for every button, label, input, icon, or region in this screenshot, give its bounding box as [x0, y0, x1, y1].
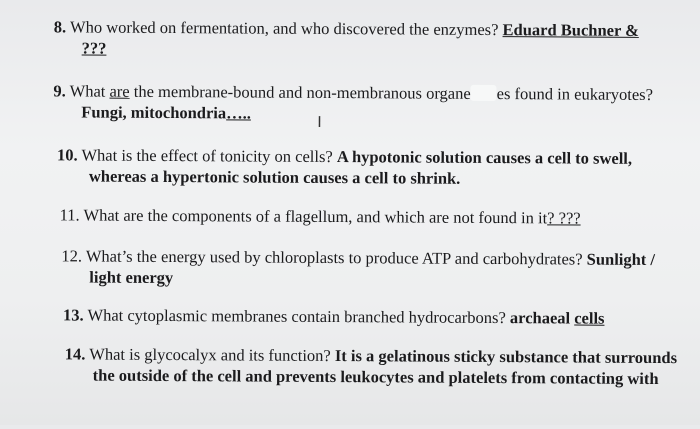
question-text: What’s the energy used by chloroplasts to produce ATP and carbohydrates?: [85, 246, 583, 269]
answer-text: A hypotonic solution causes a cell to swell,: [336, 147, 633, 168]
question-text: What is glycocalyx and its function?: [89, 344, 331, 366]
question-text: Who worked on fermentation, and who discovered the enzymes?: [69, 17, 499, 40]
question-text: What cytoplasmic membranes contain branched hydrocarbons?: [87, 305, 506, 328]
answer-text: archaeal: [509, 308, 571, 328]
question-text-end: es found in eukaryotes?: [496, 84, 654, 104]
text-cursor-icon: I: [317, 112, 322, 131]
question-13: [63, 304, 605, 328]
question-text-underlined: ? ???: [547, 208, 581, 228]
glare-spot: [471, 85, 497, 101]
question-number: 13.: [63, 305, 84, 325]
question-number: 11.: [59, 205, 80, 225]
answer-text: It is a gelatinous sticky substance that surrounds: [334, 346, 678, 368]
question-text-underlined: are: [109, 81, 130, 101]
question-14: [65, 343, 677, 389]
answer-continuation: light energy: [89, 267, 174, 288]
question-number: 8.: [53, 17, 67, 37]
question-number: 14.: [64, 344, 86, 364]
question-text: What is the effect of tonicity on cells?: [81, 145, 333, 167]
question-10: [57, 144, 632, 190]
answer-ellipsis: …..: [226, 103, 251, 123]
answer-underlined: cells: [574, 308, 605, 328]
answer-continuation: ???: [81, 38, 107, 58]
answer-continuation: whereas a hypertonic solution causes a cell to shrink.: [88, 166, 461, 188]
question-number: 9.: [53, 81, 66, 101]
answer-continuation: the outside of the cell and prevents leukocytes and platelets from contacting with: [92, 365, 659, 389]
question-9: [53, 80, 653, 126]
question-text: What are the components of a flagellum, and which are not found in it: [83, 205, 548, 228]
question-12: [61, 245, 655, 291]
question-number: 12.: [61, 246, 83, 266]
question-number: 10.: [56, 145, 78, 165]
question-8: [54, 16, 639, 62]
question-text-start: What: [69, 81, 110, 101]
answer-text: Fungi, mitochondria: [81, 102, 227, 123]
answer-text: Eduard Buchner &: [502, 20, 639, 40]
answer-text: Sunlight /: [586, 249, 656, 270]
question-text-middle: the membrane-bound and non-membranous organe: [129, 81, 471, 103]
question-11: [60, 204, 581, 228]
